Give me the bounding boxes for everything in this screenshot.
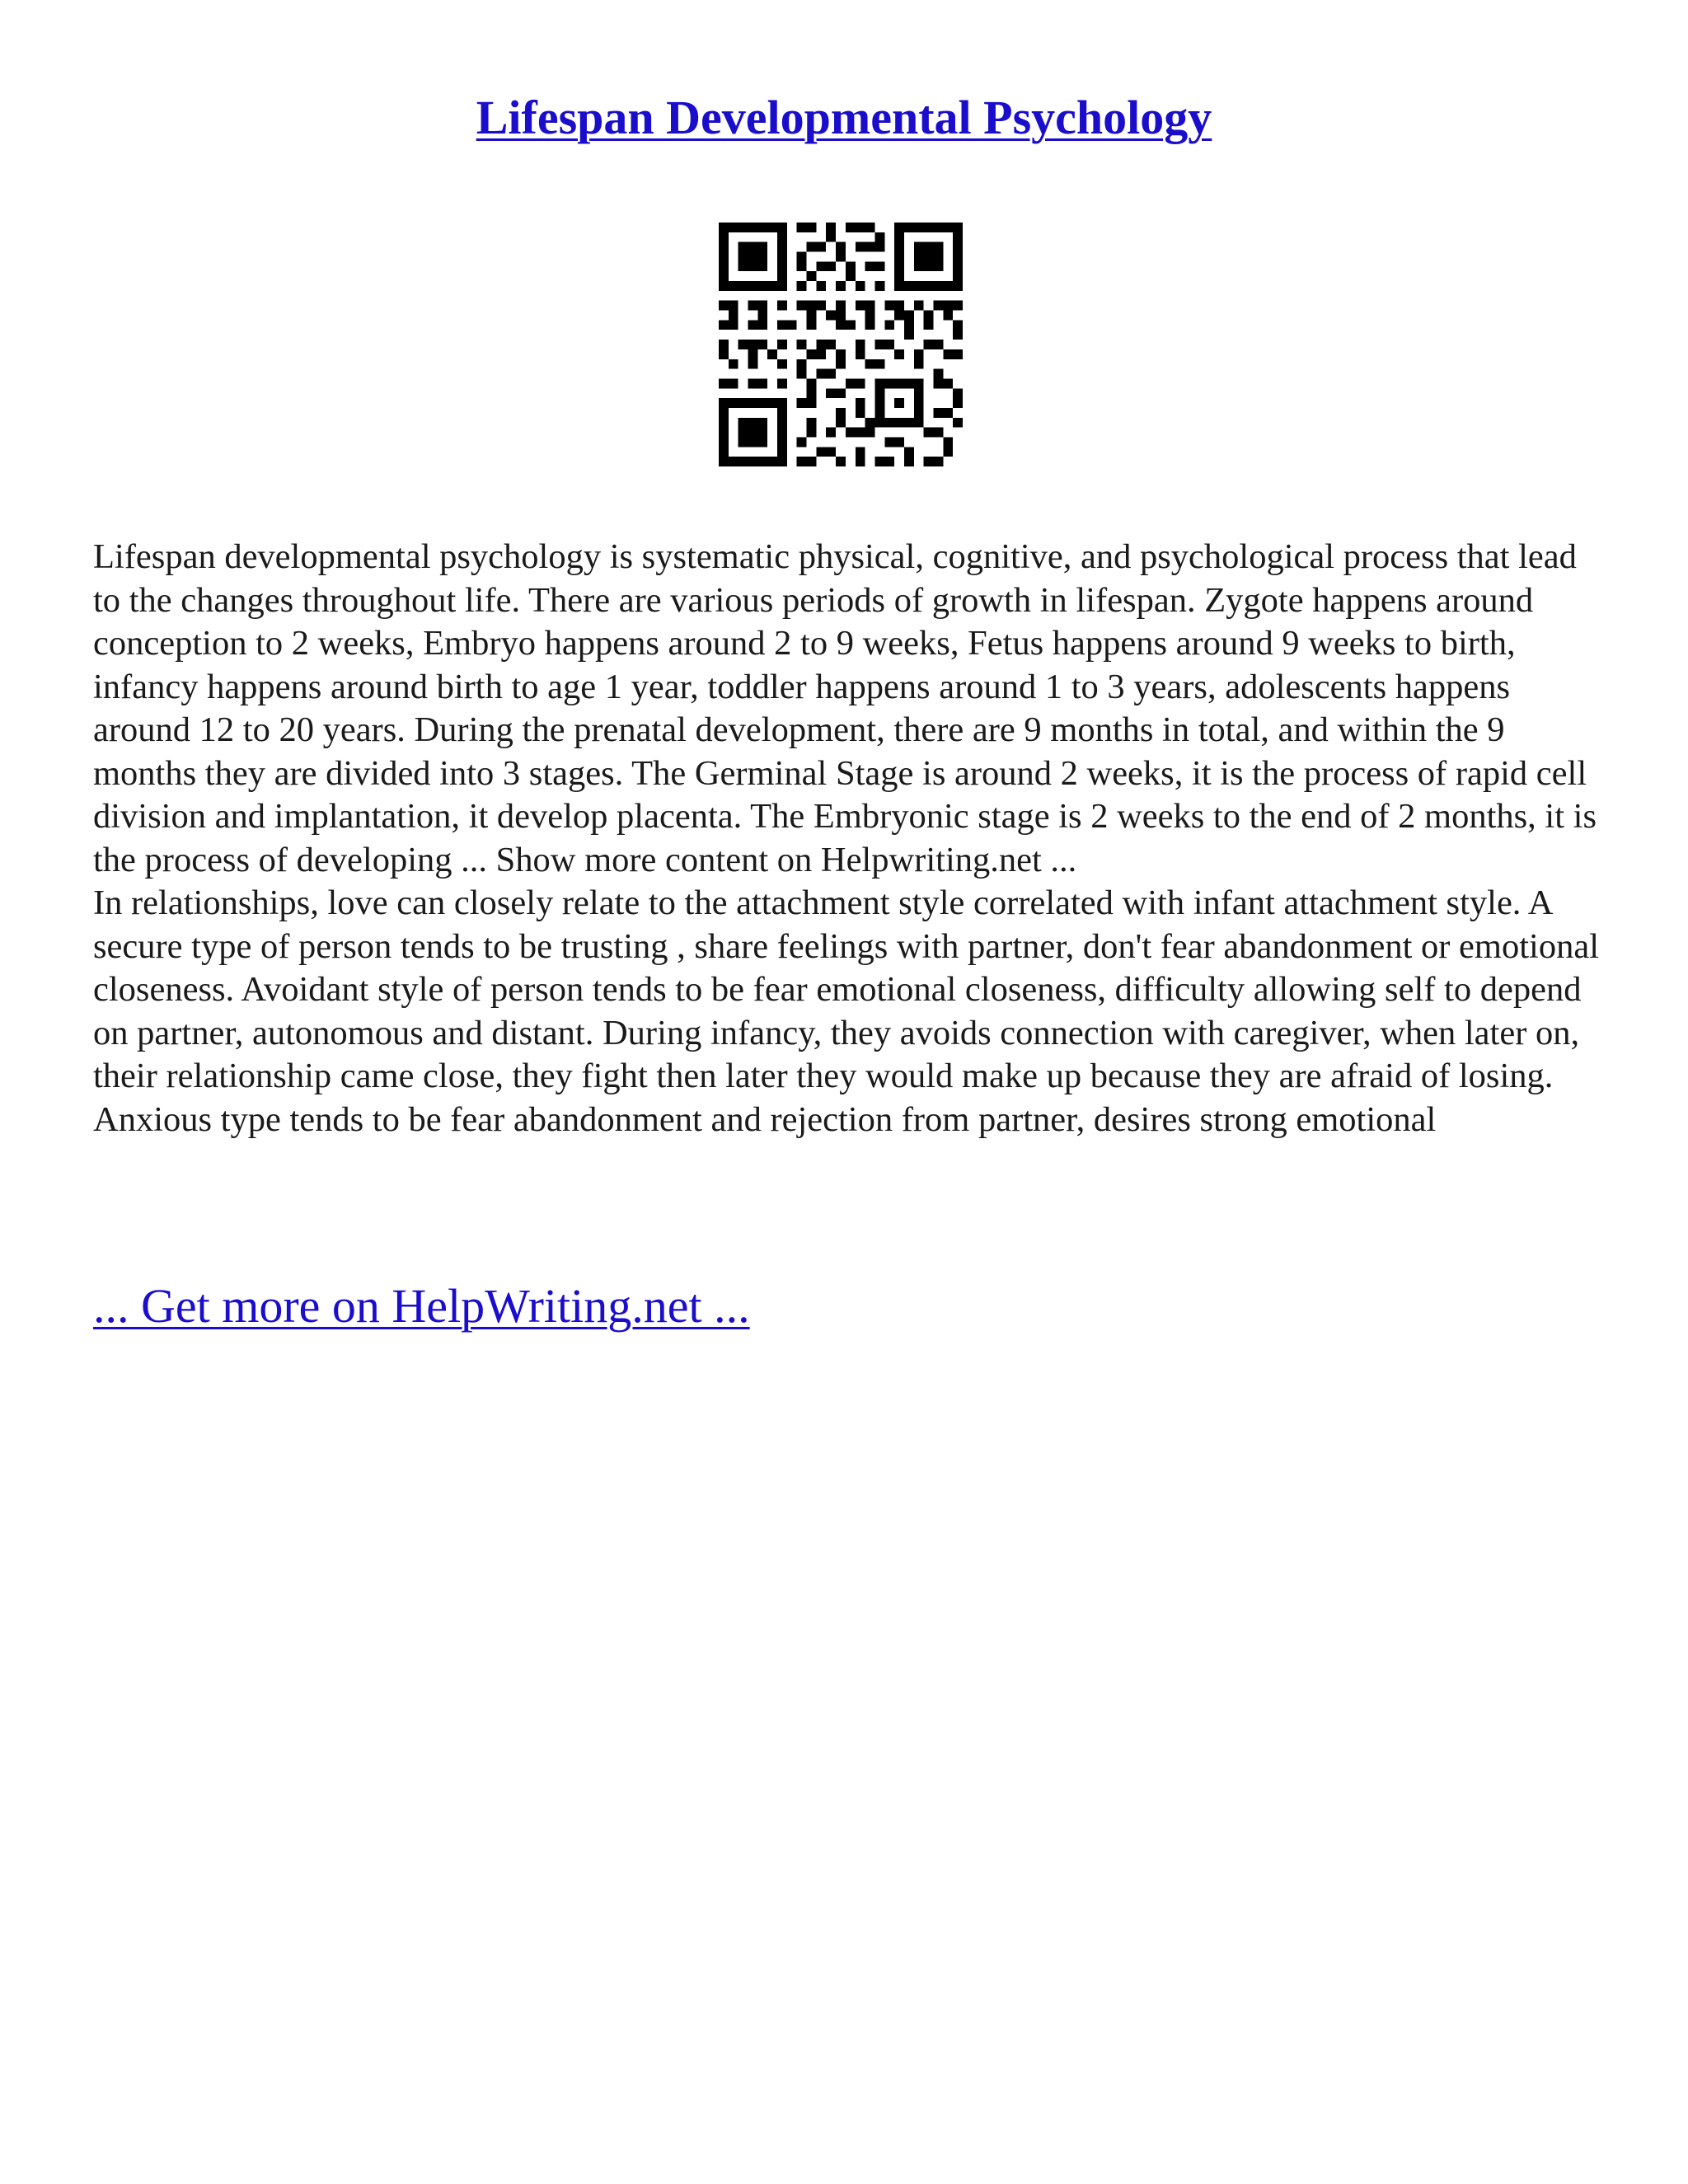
page-title	[0, 89, 1688, 147]
title-link[interactable]: Lifespan Developmental Psychology	[476, 91, 1212, 144]
paragraph-2: In relationships, love can closely relate to the attachment style correlated with infant attachment style. A secure type of person tends to be trusting , share feelings with partner, don't fear abandonment or emotional closeness. Avoidant style of person tends to be fear emotional closeness, difficulty allowing self to depend on partner, autonomous and distant. During infancy, they avoids connection with caregiver, when later on, their relationship came close, they fight then later they would make up because they are afraid of losing. Anxious type tends to be fear abandonment and rejection from partner, desires strong emotional	[93, 883, 1600, 1139]
paragraph-1: Lifespan developmental psychology is systematic physical, cognitive, and psychological process that lead to the changes throughout life. There are various periods of growth in lifespan. Zygote happens around conception to 2 weeks, Embryo happens around 2 to 9 weeks, Fetus happens around 9 weeks to birth, infancy happens around birth to age 1 year, toddler happens around 1 to 3 years, adolescents happens around 12 to 20 years. During the prenatal development, there are 9 months in total, and within the 9 months they are divided into 3 stages. The Germinal Stage is around 2 weeks, it is the process of rapid cell division and implantation, it develop placenta. The Embryonic stage is 2 weeks to the end of 2 months, it is the process of developing ... Show more content on Helpwriting.net ...	[93, 537, 1597, 879]
get-more-link-container	[93, 1277, 750, 1335]
article-body	[93, 536, 1601, 1141]
get-more-link[interactable]: ... Get more on HelpWriting.net ...	[93, 1279, 750, 1333]
qr-code-icon	[719, 223, 963, 466]
